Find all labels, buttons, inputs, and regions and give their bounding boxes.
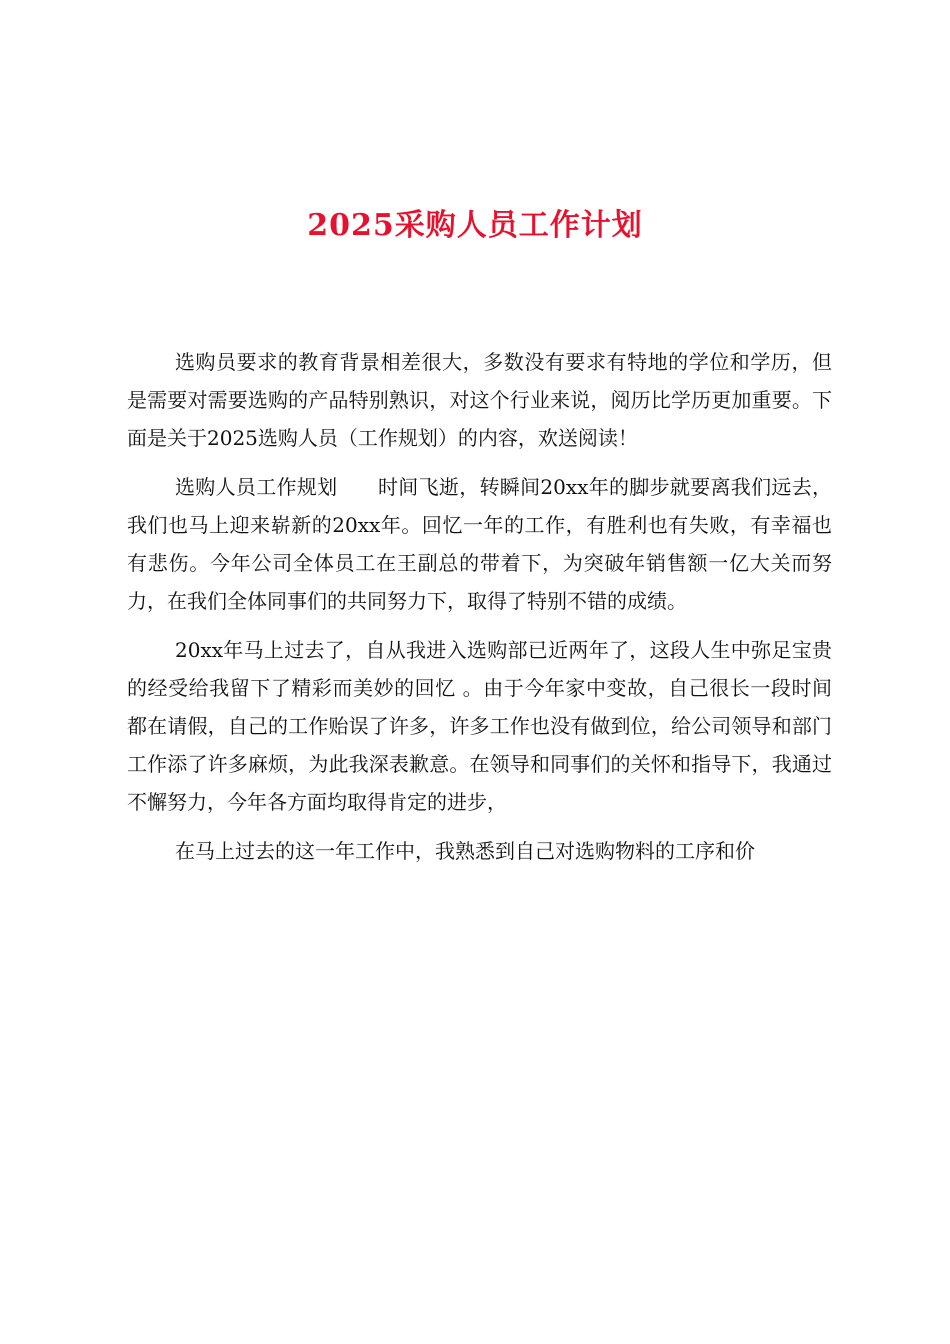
document-body [127, 343, 832, 881]
paragraph-plan-opening: 选购人员工作规划 时间飞逝，转瞬间20xx年的脚步就要离我们远去，我们也马上迎来崭新的20xx年。回忆一年的工作，有胜利也有失败，有幸福也有悲伤。今年公司全体员工在王副总的带着下，为突破年销售额一亿大关而努力，在我们全体同事们的共同努力下，取得了特别不错的成绩。 [127, 475, 832, 613]
document-title: 2025采购人员工作计划 [307, 208, 643, 243]
paragraph-work-summary: 在马上过去的这一年工作中，我熟悉到自己对选购物料的工序和价 [175, 839, 755, 863]
paragraph-intro: 选购员要求的教育背景相差很大，多数没有要求有特地的学位和学历，但是需要对需要选购的产品特别熟识，对这个行业来说，阅历比学历更加重要。下面是关于2025选购人员（工作规划）的内容，欢送阅读！ [127, 350, 832, 450]
paragraph-year-review: 20xx年马上过去了，自从我进入选购部已近两年了，这段人生中弥足宝贵的经受给我留下了精彩而美妙的回忆 。由于今年家中变故，自己很长一段时间都在请假，自己的工作贻误了许多，许多工作也没有做到位，给公司领导和部门工作添了许多麻烦，为此我深表歉意。在领导和同事们的关怀和指导下，我通过不懈努力，今年各方面均取得肯定的进步， [127, 638, 832, 814]
